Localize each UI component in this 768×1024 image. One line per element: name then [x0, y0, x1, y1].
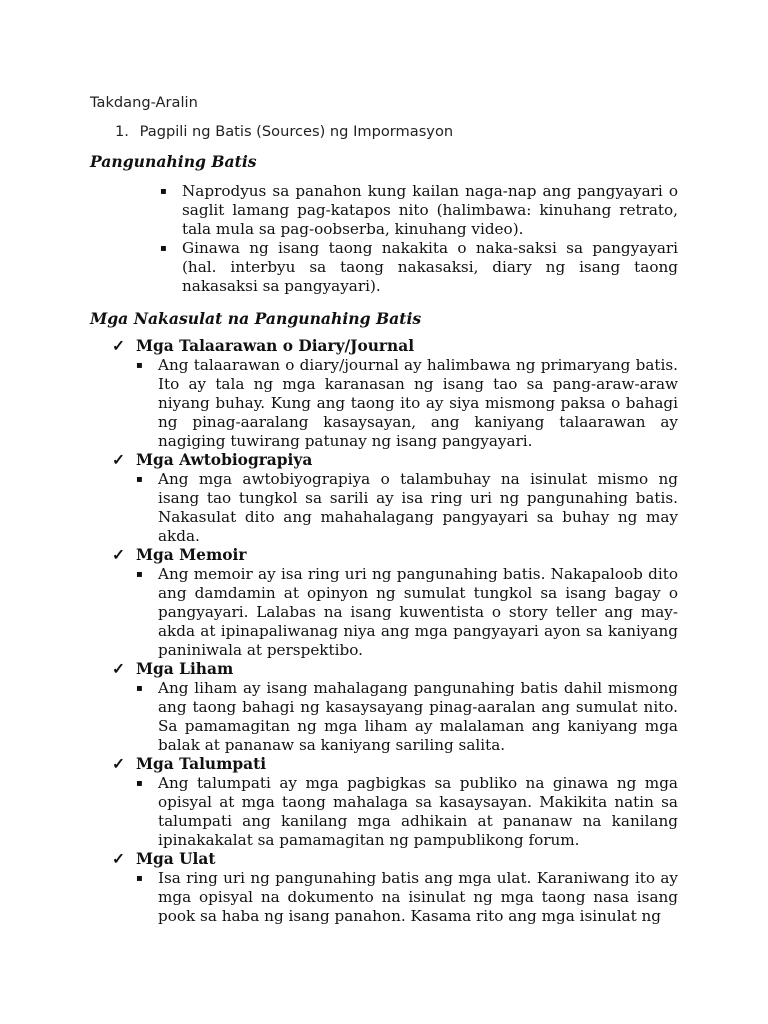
bullet-icon: ▪	[136, 778, 143, 789]
bullet-text: Naprodyus sa panahon kung kailan naga-nap ang pangyayari o saglit lamang pag-katapos nito (halimbawa: kinuhang retrato, tala mula sa pag-oobserba, kinuhang video).	[182, 182, 678, 238]
entry-heading	[112, 451, 678, 470]
entry-title: Mga Liham	[136, 660, 234, 678]
entry-text: Ang talumpati ay mga pagbigkas sa publiko na ginawa ng mga opisyal at mga taong mahalaga sa kasaysayan. Makikita natin sa talumpati ang kanilang mga adhikain at pananaw na kanilang ipinakakalat sa pamamagitan ng pampublikong forum.	[158, 774, 678, 849]
checkmark-icon: ✓	[112, 755, 125, 773]
list-item	[112, 337, 678, 451]
entry-heading	[112, 660, 678, 679]
item-text: Pagpili ng Batis (Sources) ng Impormasyon	[139, 123, 454, 140]
entry-title: Mga Awtobiograpiya	[136, 451, 313, 469]
entry-title: Mga Talumpati	[136, 755, 267, 773]
entry-text: Ang mga awtobiyograpiya o talambuhay na isinulat mismo ng isang tao tungkol sa sarili ay isa ring uri ng pangunahing batis. Nakasulat dito ang mahahalagang pangyayari sa buhay ng may akda.	[158, 470, 678, 545]
list-item	[112, 755, 678, 850]
list-item	[160, 182, 678, 239]
list-item	[112, 850, 678, 926]
entry-title: Mga Talaarawan o Diary/Journal	[136, 337, 415, 355]
bullet-icon: ▪	[136, 683, 143, 694]
entry-text: Isa ring uri ng pangunahing batis ang mga ulat. Karaniwang ito ay mga opisyal na dokumento na isinulat ng mga taong nasa isang pook sa haba ng isang panahon. Kasama rito ang mga isinulat ng	[158, 869, 678, 925]
list-item	[112, 451, 678, 546]
entry-title: Mga Memoir	[136, 546, 247, 564]
assignment-title: Takdang-Aralin	[90, 94, 198, 111]
entry-title: Mga Ulat	[136, 850, 216, 868]
entry-body	[112, 565, 678, 660]
entry-body	[112, 869, 678, 926]
entry-text: Ang memoir ay isa ring uri ng pangunahing batis. Nakapaloob dito ang damdamin at opinyon ng sumulat tungkol sa isang bagay o pangyayari. Lalabas na isang kuwentista o story teller ang may-akda at ipinapaliwanag niya ang mga pangyayari ayon sa kaniyang paniniwala at perspektibo.	[158, 565, 678, 659]
section-title-written: Mga Nakasulat na Pangunahing Batis	[90, 309, 422, 328]
list-item	[112, 546, 678, 660]
primary-bullets	[160, 182, 678, 296]
entry-body	[112, 470, 678, 546]
numbered-item	[115, 122, 453, 141]
section-title-primary: Pangunahing Batis	[90, 152, 257, 171]
entry-heading	[112, 850, 678, 869]
bullet-icon: ▪	[136, 360, 143, 371]
entry-heading	[112, 755, 678, 774]
entry-heading	[112, 546, 678, 565]
bullet-icon: ▪	[136, 873, 143, 884]
bullet-text: Ginawa ng isang taong nakakita o naka-saksi sa pangyayari (hal. interbyu sa taong nakasaksi, diary ng isang taong nakasaksi sa pangyayari).	[182, 239, 678, 295]
checkmark-icon: ✓	[112, 850, 125, 868]
entry-body	[112, 356, 678, 451]
checkmark-icon: ✓	[112, 546, 125, 564]
item-number: 1.	[115, 123, 129, 140]
entry-heading	[112, 337, 678, 356]
entry-text: Ang talaarawan o diary/journal ay halimbawa ng primaryang batis. Ito ay tala ng mga karanasan ng isang tao sa pang-araw-araw niyang buhay. Kung ang taong ito ay siya mismong paksa o bahagi ng pinag-aaralang kasaysayan, ang kaniyang talaarawan ay nagiging tuwirang patunay ng isang pangyayari.	[158, 356, 678, 450]
bullet-icon: ▪	[160, 186, 167, 197]
bullet-icon: ▪	[160, 243, 167, 254]
list-item	[112, 660, 678, 755]
checkmark-icon: ✓	[112, 451, 125, 469]
list-item	[160, 239, 678, 296]
written-sources-list	[112, 337, 678, 926]
bullet-icon: ▪	[136, 569, 143, 580]
bullet-icon: ▪	[136, 474, 143, 485]
checkmark-icon: ✓	[112, 337, 125, 355]
entry-text: Ang liham ay isang mahalagang pangunahing batis dahil mismong ang taong bahagi ng kasaysayang pinag-aaralan ang sumulat nito. Sa pamamagitan ng mga liham ay malalaman ang kaniyang mga balak at pananaw sa kaniyang sariling salita.	[158, 679, 678, 754]
checkmark-icon: ✓	[112, 660, 125, 678]
entry-body	[112, 774, 678, 850]
entry-body	[112, 679, 678, 755]
